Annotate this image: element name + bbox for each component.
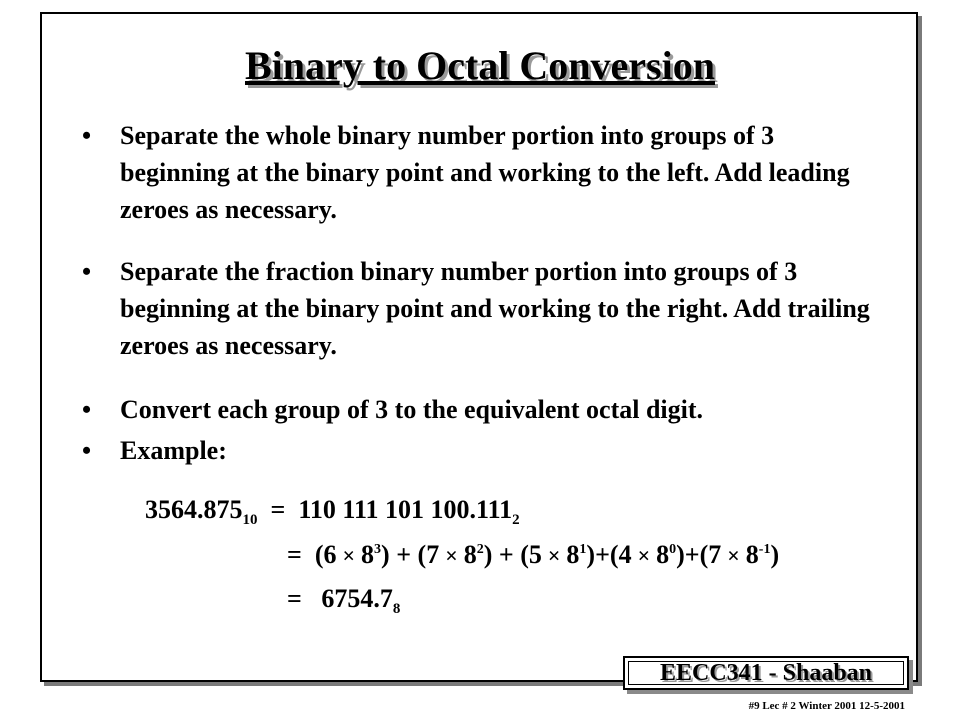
example-line-3 [287,584,400,618]
equals-sign: = [287,540,302,569]
term-digit: 6 [323,540,337,569]
slide-footer: #9 Lec # 2 Winter 2001 12-5-2001 [748,700,905,712]
equals-sign: = [287,584,302,613]
bullet-text: Example: [120,436,227,465]
term-base: 8 [361,540,375,569]
bullet-dot: • [82,257,92,286]
decimal-base: 10 [242,512,258,528]
bullet-item [82,432,882,469]
term-exponent: -1 [758,542,771,557]
times-sign: × [547,543,561,568]
bullet-item [82,253,882,364]
decimal-value: 3564.875 [145,495,243,524]
term-digit: 4 [618,540,632,569]
equals-sign: = [270,495,286,524]
bullet-text: Convert each group of 3 to the equivalent octal digit. [120,395,704,424]
term-exponent: 0 [669,542,677,557]
bullet-dot: • [82,395,92,424]
term-exponent: 1 [579,542,587,557]
bullet-dot: • [82,121,92,150]
course-badge: EECC341 - Shaaban [623,656,909,690]
term-base: 8 [656,540,670,569]
example-line-1 [145,495,520,529]
bullet-item [82,391,882,428]
bullet-text: Separate the whole binary number portion into groups of 3 beginning at the binary point and working to the left. Add leading zeroes as necessary. [120,121,850,224]
bullet-item [82,117,882,228]
slide-title: Binary to Octal Conversion [245,43,715,88]
times-sign: × [342,543,356,568]
term-digit: 5 [528,540,542,569]
term-base: 8 [463,540,477,569]
example-line-2: = $(6 \times 8^3) + (7 \times 8^2) + (5 \times 8^1)+(4 \times 8^0)+(7 \times 8^{-1})$ [287,540,780,569]
term-exponent: 2 [476,542,484,557]
term-base: 8 [566,540,580,569]
binary-base: 2 [512,512,520,528]
bullet-dot: • [82,436,92,465]
bullet-text: Separate the fraction binary number portion into groups of 3 beginning at the binary point and working to the right. Add trailing zeroes as necessary. [120,257,870,360]
octal-result: 6754.7 [321,584,393,613]
term-base: 8 [745,540,759,569]
times-sign: × [445,543,458,568]
bullet-list [82,117,882,465]
times-sign: × [637,543,651,568]
term-digit: 7 [426,540,440,569]
octal-base: 8 [392,601,401,617]
binary-value: 110 111 101 100.111 [298,495,513,524]
term-exponent: 3 [374,542,382,557]
times-sign: × [727,543,740,568]
term-digit: 7 [708,540,722,569]
